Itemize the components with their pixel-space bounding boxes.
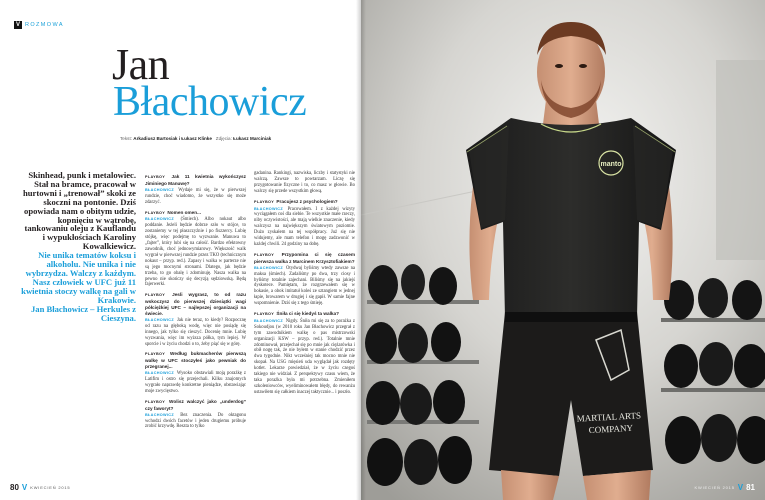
issue-date-left: KWIECIEŃ 2015 [30,485,71,490]
question-label: PLAYBOY [254,199,275,204]
credits [120,136,271,141]
question-label: PLAYBOY [145,399,166,404]
answer [254,319,355,396]
answer [145,188,246,206]
answer [254,266,355,307]
credits-photo-label: Zdjęcia: [215,136,232,141]
question-label: PLAYBOY [145,175,166,179]
shorts-text-line-1: MARTIAL ARTS [576,410,642,424]
magazine-logo-right: V [737,483,744,492]
answer-label: BŁACHOWICZ [254,265,283,270]
wall-panel [716,60,765,260]
question [254,252,355,265]
answer-text: Jak nie teraz, to kiedy? Rozpocznę od razu na głęboką wodę, więc nie posiądę się innego, jak tylko się cieszyć. Docenię mnie. Lubię wyzwania, więc im wyższa półka, tym lepiej. W sporcie i w życiu chodzi o to, żeby piąć się w górę. [145,317,247,347]
lead-paragraph [20,171,136,322]
question [254,199,355,206]
question [254,311,355,318]
page-number-right: 81 [746,483,755,492]
answer [145,318,246,348]
credits-authors: Arkadiusz Bartosiak i Łukasz Klinke [133,136,212,141]
fighter-photo [361,0,765,500]
answer-label: BŁACHOWICZ [145,317,174,322]
lead-intro: Skinhead, punk i metalowiec. Stał na bramce, pracował w hurtowni i „trenował” skoki ze skoczni na pontonie. Dziś opowiada nam o obitym udzie, kopnięciu w wątrobę, tankowaniu oleju z Kauflandu i wypukłościach Karoliny Kowalkiewicz. [23,170,136,252]
interview-column-1 [145,170,246,430]
question-label: PLAYBOY [254,252,275,257]
answer-label: BŁACHOWICZ [145,187,174,192]
lead-highlight-2: Jan Błachowicz – Herkules z Cieszyna. [30,303,136,323]
question [145,174,246,187]
credits-text-label: Tekst: [120,136,132,141]
answer-text: Otydwaj byliśmy wtedy zawsze na maksa (śmiech). Zadaliśmy po dwa, trzy ciosy i byliśmy totalnie zajechani. Biliśmy się na jakiejś dyskotece. Pamiętam, że rozgrzewałem się w bokasie, a obok imitatuł koleś ze sztangiem w jednej łapie, browarem w drugiej i się gapił. W samie fajne wspomnienie. Dziś się z tego śmieję. [254,265,355,307]
answer-label: BŁACHOWICZ [254,318,283,323]
question-text: Wolisz walczyć jako „underdog” czy faworyt? [145,398,246,411]
question [145,292,246,317]
right-eye [579,64,587,68]
answer [145,371,246,395]
question [145,351,246,370]
question-text: Według bukmacherów pierwszą walkę w UFC stoczyłeś jako pewniak do przegranej... [145,351,247,370]
answer-text: (Śmiech). Albo nokaut albo poddanie. Jeżeli będzie dobrze szło w stójce, to zostaniemy w tej płaszczyźnie i po fiszzercy. Lubię stójkę, więc podejmę to wyzwanie. Manuwa to „fajter”, który lubi się na całość. Bardzo efektowny zawodnik, choć jednowymiarowy. Większość walk wygrał w pierwszej rundzie przez TKO (technicznym nokaut – przyp. red.). Zapasy i walka w parterze nie są jego mocnymi stronami. Dlatego, jak będzie trzeba, to go obalę i zdominuję. Nasza walka na pewno nie skończy się decyzją sędziowską. Będą fajerwerki. [145,217,246,288]
question-text: Nomen omen... [167,209,202,215]
answer-label: BŁACHOWICZ [145,412,174,417]
question-label: PLAYBOY [254,312,275,317]
answer-text: Nigdy. Śniła mi się za to porażka z Sokoudjou (w 2010 roku Jan Błachowicz przegrał z tym zawodnikiem walkę o pas mistrzowski organizacji KSW – przyp. red.). Totalnie mnie zdominował, przejechał się po mnie jak ciężarówka i obił nogę tak, że nie byłem w stanie chodzić przez dwa tygodnie. Nikt wcześniej tak mocno mnie nie skopał. Na USG mięsień uda wyglądał jak rozdęty kotlet. Lekarze powiedział, że w życiu czegoś takiego nie widział. Z perspektywy czasu wiem, że taka porażka była mi potrzebna. Zmieniłem szkoleniowców, wyeliminowałem błędy, do rewanżu ustawiłem się całkiem inaczej taktycznie... i poszło. [254,318,355,395]
left-eye [555,64,563,68]
question-text: Śniła ci się kiedyś ta walka? [276,311,339,317]
answer [145,413,246,431]
question-label: PLAYBOY [145,352,166,357]
answer-continuation: gadanina. Rankingi, nazwiska, liczby i statystyki nie walczą. Zawsze to powtarzam. Liczę się przygotowanie fizyczne i to, co masz w głowie. Bo walczy się przede wszystkim głową. [254,171,355,194]
question-text: Jak 11 kwietnia wykończysz Jiminiego Manuwę? [145,174,246,186]
section-tag [14,21,64,29]
folio-left [10,483,70,492]
answer-label: BŁACHOWICZ [254,206,283,211]
section-logo: V [15,22,20,28]
title-last-name: Błachowicz [113,79,307,125]
question-text: Przypomina ci się czasem pierwsza walka z Marcinem Krzysztofiakiem? [254,251,356,264]
lead-highlight-1: Nie unika tematów koksu i alkoholu. Nie unika i nie wybrzydza. Walczy z każdym. Nasz człowiek w UFC już 11 kwietnia stoczy walkę na gali w Krakowie. [21,250,136,305]
answer-text: Pracowałem. I z każdej wizyty wyciągałem coś dla siebie. Te wszystkie małe rzeczy, niby oczywistości, ale mają wielkie znaczenie, kiedy walczysz na największym światowym poziomie. Dużo zyskałem na tej współpracy. Już się nie widujemy, ale mam telefon i mogę zadzwonić w każdej chwili. 24 godziny na dobę. [254,206,355,247]
section-label: ROZMOWA [25,22,64,28]
shirt-brand-label: manto [600,161,622,168]
title-first-name: Jan [112,40,170,89]
left-page [0,0,361,500]
answer [254,207,355,248]
shorts-text-line-2: COMPANY [588,422,634,436]
question-text: Jesli wygrasz, to od razu wskoczysz do pierwszej dziesiątki wagi półciężkiej UFC – najlepszej organizacji na świecie. [145,292,246,317]
page-number-left: 80 [10,483,19,492]
folio-right [695,483,755,492]
question [145,210,246,217]
answer-label: BŁACHOWICZ [145,371,174,376]
question-label: PLAYBOY [145,210,166,215]
page-gutter [356,0,366,500]
magazine-logo-left: V [21,483,28,492]
dumbbell-rack-right [661,278,765,464]
answer [145,217,246,288]
answer-label: BŁACHOWICZ [145,217,174,222]
question [145,399,246,412]
answer-text: Wysoko obstawiali moją porażkę z Latifim i ostro się przejechali. Kilku znajomych wygrało naprawdę konkretne pieniądze, obstawiając moje zwycięstwo. [145,371,246,394]
credits-photographer: Łukasz Marciniak [233,136,272,141]
question-text: Pracujesz z psychologiem? [276,198,338,204]
question-label: PLAYBOY [145,293,166,298]
answer-text: Bez znaczenia. Do oktagonu wchodzi dwóch facetów i jeden drugiemu próbuje zrobić krzywdę. Reszta to tylko [145,412,246,430]
lead-highlight [20,251,136,322]
right-page-photo [361,0,765,500]
interview-column-2 [254,170,355,396]
issue-date-right: KWIECIEŃ 2015 [694,485,735,490]
answer-text: Wydaje mi się, że w pierwszej rundzie, choć wiadomo, że wszystko się może zdarzyć. [145,187,246,205]
